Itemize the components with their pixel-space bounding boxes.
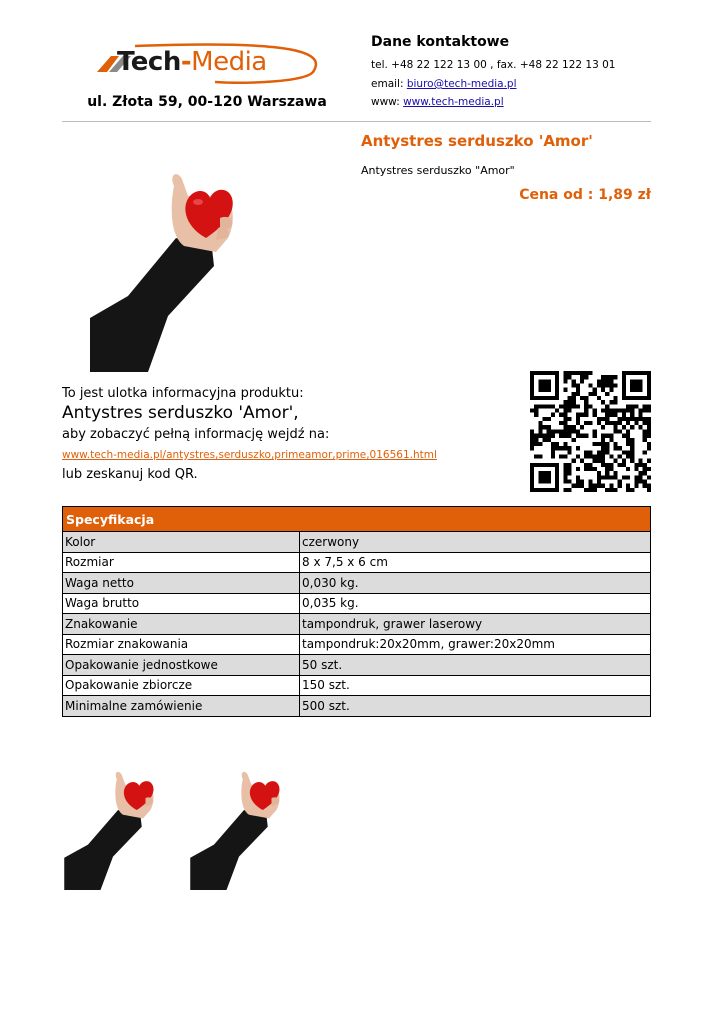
product-price: Cena od : 1,89 zł (519, 187, 651, 203)
logo-text-media: Media (191, 47, 267, 77)
spec-label: Rozmiar znakowania (63, 634, 300, 655)
www-link[interactable]: www.tech-media.pl (403, 96, 504, 108)
logo-text-sep: - (180, 47, 192, 77)
spec-label: Rozmiar (63, 552, 300, 573)
spec-row (63, 573, 651, 594)
www-line (371, 96, 504, 108)
info-product-name: Antystres serduszko 'Amor', (62, 403, 299, 423)
header-divider (62, 121, 651, 122)
spec-label: Waga brutto (63, 593, 300, 614)
spec-row (63, 634, 651, 655)
info-instruction: aby zobaczyć pełną informację wejdź na: (62, 427, 330, 442)
tech-media-logo (95, 42, 320, 84)
spec-label: Opakowanie zbiorcze (63, 675, 300, 696)
spec-value: czerwony (300, 532, 651, 553)
product-title: Antystres serduszko 'Amor' (361, 132, 593, 150)
spec-label: Opakowanie jednostkowe (63, 655, 300, 676)
qr-code (530, 371, 651, 492)
product-thumbnail-2 (189, 767, 289, 890)
contact-title: Dane kontaktowe (371, 34, 510, 50)
spec-row (63, 655, 651, 676)
spec-table-header: Specyfikacja (63, 507, 651, 532)
spec-row (63, 552, 651, 573)
spec-row (63, 675, 651, 696)
spec-value: 0,035 kg. (300, 593, 651, 614)
spec-row (63, 696, 651, 717)
info-qr-hint: lub zeskanuj kod QR. (62, 467, 198, 482)
spec-value: 500 szt. (300, 696, 651, 717)
spec-value: 150 szt. (300, 675, 651, 696)
product-url-link[interactable]: www.tech-media.pl/antystres,serduszko,primeamor,prime,016561.html (62, 449, 437, 461)
email-link[interactable]: biuro@tech-media.pl (406, 78, 517, 90)
spec-table (62, 506, 651, 717)
email-label: email: (371, 78, 404, 90)
spec-label: Kolor (63, 532, 300, 553)
logo-text-tech: Tech (117, 47, 181, 77)
product-description: Antystres serduszko "Amor" (361, 164, 515, 177)
spec-value: 8 x 7,5 x 6 cm (300, 552, 651, 573)
spec-label: Waga netto (63, 573, 300, 594)
product-image-main (88, 166, 248, 372)
spec-value: 0,030 kg. (300, 573, 651, 594)
www-label: www: (371, 96, 400, 108)
spec-label: Minimalne zamówienie (63, 696, 300, 717)
info-intro: To jest ulotka informacyjna produktu: (62, 386, 304, 401)
spec-row (63, 532, 651, 553)
phone-fax-line: tel. +48 22 122 13 00 , fax. +48 22 122 13 01 (371, 59, 616, 71)
spec-value: 50 szt. (300, 655, 651, 676)
spec-value: tampondruk, grawer laserowy (300, 614, 651, 635)
spec-value: tampondruk:20x20mm, grawer:20x20mm (300, 634, 651, 655)
spec-row (63, 593, 651, 614)
company-address: ul. Złota 59, 00-120 Warszawa (87, 94, 327, 110)
email-line (371, 78, 517, 90)
spec-label: Znakowanie (63, 614, 300, 635)
spec-row (63, 614, 651, 635)
product-thumbnail-1 (63, 767, 163, 890)
